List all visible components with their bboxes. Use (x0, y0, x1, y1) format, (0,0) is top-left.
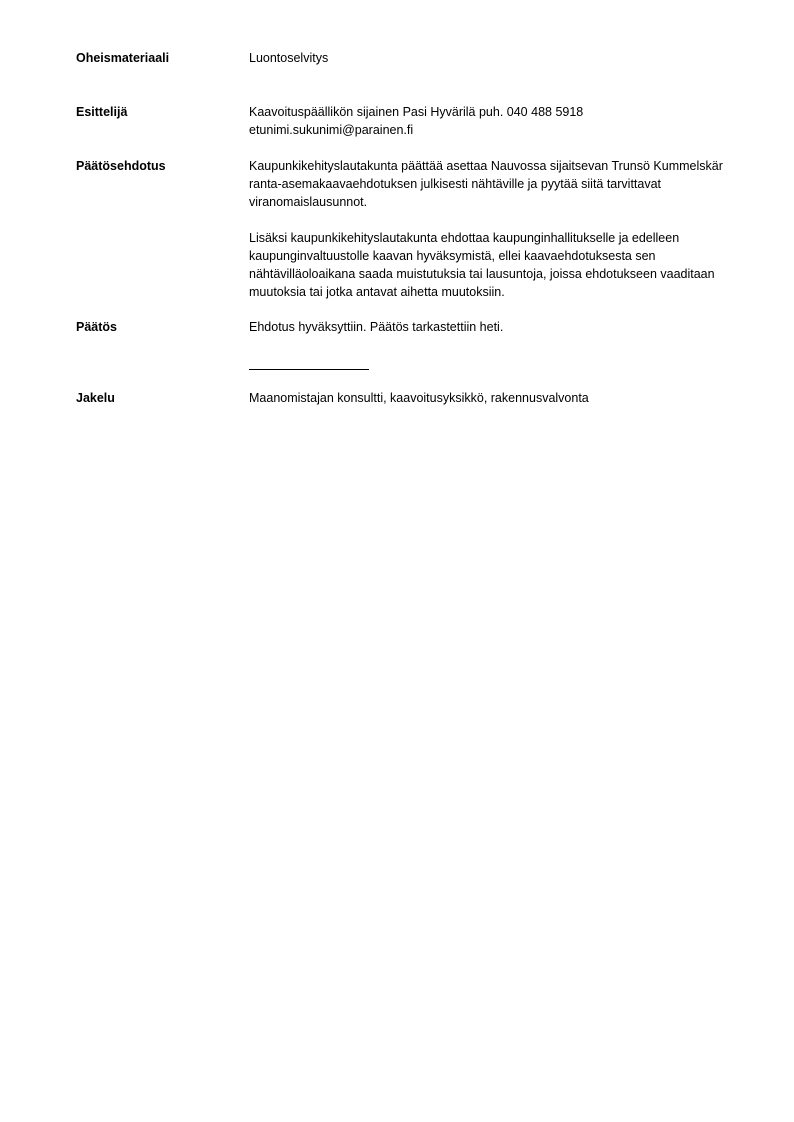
proposal-label: Päätösehdotus (76, 159, 166, 173)
attachments-label: Oheismateriaali (76, 51, 170, 65)
presenter-label: Esittelijä (76, 105, 128, 119)
distribution-value: Maanomistajan konsultti, kaavoitusyksikkö, rakennusvalvonta (249, 391, 589, 405)
attachments-value: Luontoselvitys (249, 51, 329, 65)
signature-line (249, 369, 369, 370)
decision-value: Ehdotus hyväksyttiin. Päätös tarkastettiin heti. (249, 320, 504, 334)
proposal-paragraph-1: Kaupunkikehityslautakunta päättää asettaa Nauvossa sijaitsevan Trunsö Kummelskär ranta-asemakaavaehdotuksen julkisesti nähtäville ja pyytää siitä tarvittavat viranomaislausunnot. (249, 159, 723, 209)
proposal-value (249, 157, 724, 301)
presenter-name-phone: Kaavoituspäällikön sijainen Pasi Hyvärilä puh. 040 488 5918 (249, 105, 584, 119)
presenter-value (249, 103, 724, 139)
proposal-paragraph-2: Lisäksi kaupunkikehityslautakunta ehdottaa kaupunginhallitukselle ja edelleen kaupunginvaltuustolle kaavan hyväksymistä, ellei kaavaehdotuksesta sen nähtävilläoloaikana saada muistutuksia tai lausuntoja, joissa ehdotukseen vaaditaan muutoksia tai jotka antavat aihetta muutoksiin. (249, 231, 715, 299)
decision-label: Päätös (76, 320, 117, 334)
presenter-email: etunimi.sukunimi@parainen.fi (249, 123, 414, 137)
distribution-label: Jakelu (76, 391, 115, 405)
